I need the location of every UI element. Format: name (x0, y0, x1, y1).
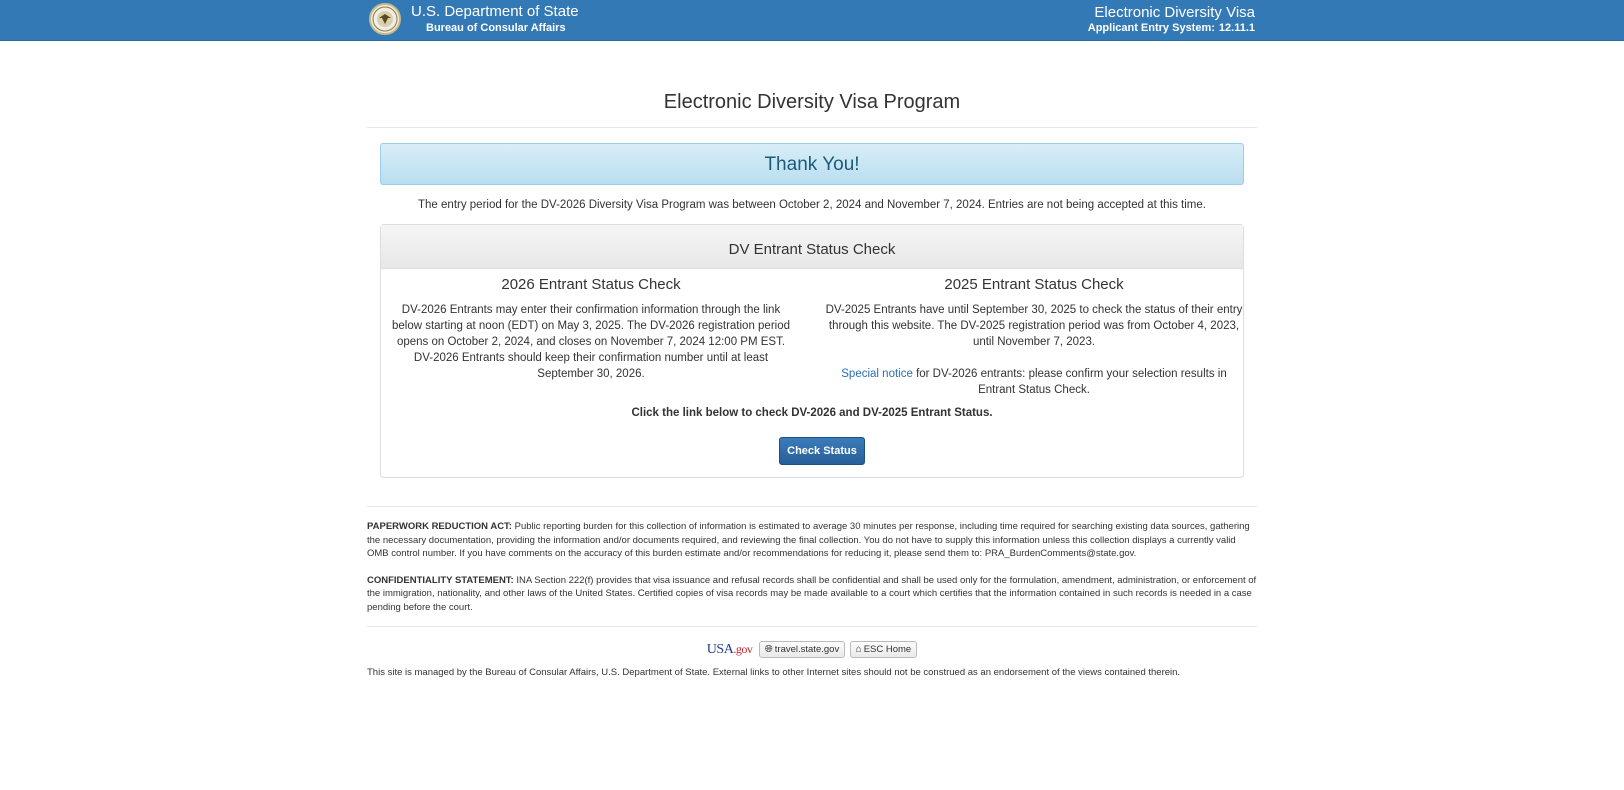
system-label: Applicant Entry System: (1087, 22, 1215, 34)
esc-link-label: ESC Home (863, 644, 912, 656)
dv2025-heading: 2025 Entrant Status Check (944, 276, 1124, 293)
page-title: Electronic Diversity Visa Program (367, 91, 1257, 128)
bureau-name: Bureau of Consular Affairs (426, 22, 566, 34)
travel-link-label: travel.state.gov (774, 644, 840, 656)
confidentiality-text: INA Section 222(f) provides that visa issuance and refusal records shall be confidential and shall be used only for the formulation, amendment, administration, or enforcement of the immigration, nationality, and other laws of the United States. Certified copies of visa records may be made available to a court which certifies that the information contained in such records is needed in a case pending before the court. (367, 574, 1257, 613)
divider (367, 626, 1257, 627)
system-version-number: 12.11.1 (1218, 22, 1255, 34)
travel-state-gov-link[interactable] (759, 641, 845, 658)
special-notice-text: for DV-2026 entrants: please confirm your selection results in Entrant Status Check. (912, 368, 1227, 396)
paperwork-reduction-act (367, 520, 1257, 561)
pra-label: PAPERWORK REDUCTION ACT: (367, 521, 512, 532)
esc-home-link[interactable] (850, 641, 918, 658)
special-notice (824, 366, 1244, 398)
home-icon: ⌂ (855, 644, 862, 656)
department-name: U.S. Department of State (411, 3, 579, 20)
confidentiality-statement (367, 574, 1257, 615)
dv2025-column (824, 276, 1244, 398)
dv2025-text: DV-2025 Entrants have until September 30, 2025 to check the status of their entry through this website. The DV-2025 registration period was from October 4, 2023, until November 7, 2023. (825, 304, 1243, 348)
dv2026-heading: 2026 Entrant Status Check (501, 276, 681, 293)
panel-title: DV Entrant Status Check (381, 225, 1243, 269)
state-department-seal-icon (369, 3, 401, 35)
globe-icon: 🌐︎ (764, 644, 773, 656)
check-instruction: Click the link below to check DV-2026 and DV-2025 Entrant Status. (631, 407, 993, 419)
system-version (1084, 22, 1255, 34)
status-check-panel (380, 224, 1244, 478)
confidentiality-label: CONFIDENTIALITY STATEMENT: (367, 574, 514, 586)
dv2026-text: DV-2026 Entrants may enter their confirmation information through the link below starting at noon (EDT) on May 3, 2025. The DV-2026 registration period opens on October 2, 2024, and closes on November 7, 2024 12:00 PM EST. DV-2026 Entrants should keep their confirmation number until at least September 30, 2026. (391, 304, 791, 380)
usa-gov-suffix: .gov (733, 641, 753, 656)
special-notice-link[interactable]: Special notice (841, 368, 913, 380)
usa-gov-main: USA (706, 641, 734, 657)
entry-period-note: The entry period for the DV-2026 Diversity Visa Program was between October 2, 2024 and November 7, 2024. Entries are not being accepted at this time. (418, 199, 1206, 211)
divider (367, 506, 1257, 507)
usa-gov-logo[interactable] (707, 642, 753, 658)
site-managed-note: This site is managed by the Bureau of Consular Affairs, U.S. Department of State. External links to other Internet sites should not be construed as an endorsement of the views contained therein. (367, 667, 1181, 678)
main-content (367, 91, 1257, 678)
app-title: Electronic Diversity Visa (1094, 4, 1255, 21)
check-status-button[interactable]: Check Status (779, 437, 865, 465)
top-header-bar (0, 0, 1624, 41)
footer-links (367, 641, 1257, 661)
thank-you-alert: Thank You! (380, 143, 1244, 185)
dv2026-column (391, 276, 791, 382)
pra-text: Public reporting burden for this collection of information is estimated to average 30 minutes per response, including time required for searching existing data sources, gathering the necessary documentation, providing the information and/or documents required, and reviewing the final collection. You do not have to supply this information unless this collection displays a currently valid OMB control number. If you have comments on the accuracy of this burden estimate and/or recommendations for reducing it, please send them to: PRA_BurdenComments@state.gov. (367, 521, 1250, 559)
